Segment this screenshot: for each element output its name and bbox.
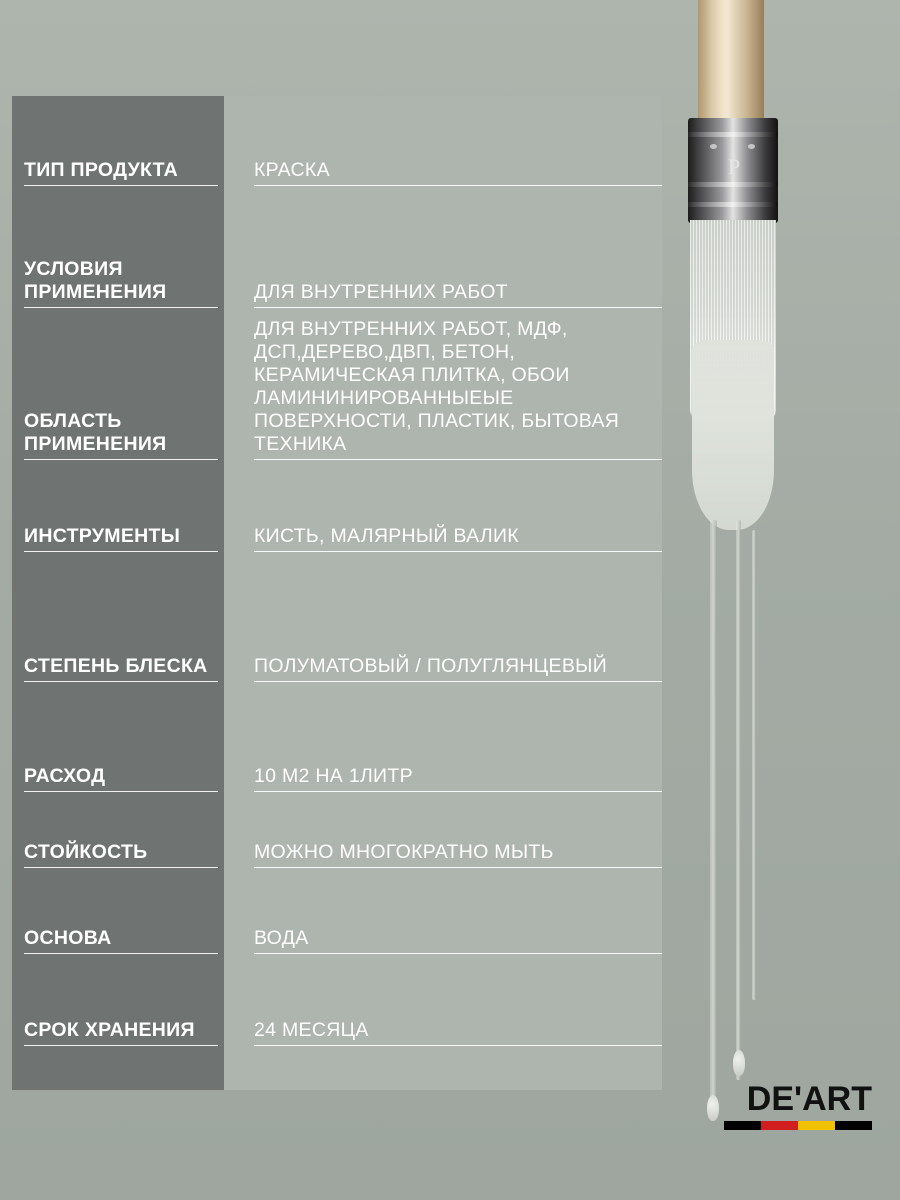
spec-value: ПОЛУМАТОВЫЙ / ПОЛУГЛЯНЦЕВЫЙ	[224, 552, 662, 682]
ferrule-rivet	[710, 144, 717, 149]
brand-stripe-black	[724, 1121, 761, 1130]
brush-handle	[698, 0, 764, 120]
brand-stripes	[724, 1121, 872, 1130]
spec-label: ОБЛАСТЬ ПРИМЕНЕНИЯ	[12, 308, 224, 460]
spec-table-filler	[224, 1046, 662, 1090]
spec-value: 10 М2 НА 1ЛИТР	[224, 682, 662, 792]
spec-value: ВОДА	[224, 868, 662, 954]
ferrule-band	[688, 132, 778, 137]
spec-table	[12, 96, 672, 1090]
spec-table-labels-column	[12, 96, 224, 1090]
brush-ferrule	[688, 118, 778, 223]
brand-stripe-black	[835, 1121, 872, 1130]
paint-drip-tip	[733, 1050, 745, 1076]
spec-label: СТЕПЕНЬ БЛЕСКА	[12, 552, 224, 682]
spec-value: КРАСКА	[224, 96, 662, 186]
spec-label: ИНСТРУМЕНТЫ	[12, 460, 224, 552]
spec-value: ДЛЯ ВНУТРЕННИХ РАБОТ	[224, 186, 662, 308]
paint-blob	[692, 340, 774, 530]
spec-value: ДЛЯ ВНУТРЕННИХ РАБОТ, МДФ, ДСП,ДЕРЕВО,ДВП, БЕТОН, КЕРАМИЧЕСКАЯ ПЛИТКА, ОБОИ ЛАМИНИНИРОВАННЫЕЫЕ ПОВЕРХНОСТИ, ПЛАСТИК, БЫТОВАЯ ТЕХНИКА	[224, 308, 662, 460]
ferrule-rivet	[748, 144, 755, 149]
spec-table-filler	[12, 1046, 224, 1090]
ferrule-band	[688, 202, 778, 207]
spec-label: ОСНОВА	[12, 868, 224, 954]
brand-stripe-gold	[798, 1121, 835, 1130]
paint-drip-tip	[707, 1095, 719, 1121]
spec-label: РАСХОД	[12, 682, 224, 792]
brand-stripe-red	[761, 1121, 798, 1130]
spec-label: УСЛОВИЯ ПРИМЕНЕНИЯ	[12, 186, 224, 308]
brand-name: DE'ART	[746, 1080, 872, 1118]
spec-value: 24 МЕСЯЦА	[224, 954, 662, 1046]
spec-label: СРОК ХРАНЕНИЯ	[12, 954, 224, 1046]
ferrule-band	[688, 182, 778, 187]
brand-logo	[724, 1082, 872, 1130]
spec-value: МОЖНО МНОГОКРАТНО МЫТЬ	[224, 792, 662, 868]
paint-drip	[752, 530, 756, 1000]
paint-drip	[736, 520, 741, 1080]
paint-drip	[710, 520, 717, 1120]
brush-logo: P	[727, 154, 739, 179]
spec-table-values-column	[224, 96, 662, 1090]
spec-label: ТИП ПРОДУКТА	[12, 96, 224, 186]
spec-label: СТОЙКОСТЬ	[12, 792, 224, 868]
spec-value: КИСТЬ, МАЛЯРНЫЙ ВАЛИК	[224, 460, 662, 552]
